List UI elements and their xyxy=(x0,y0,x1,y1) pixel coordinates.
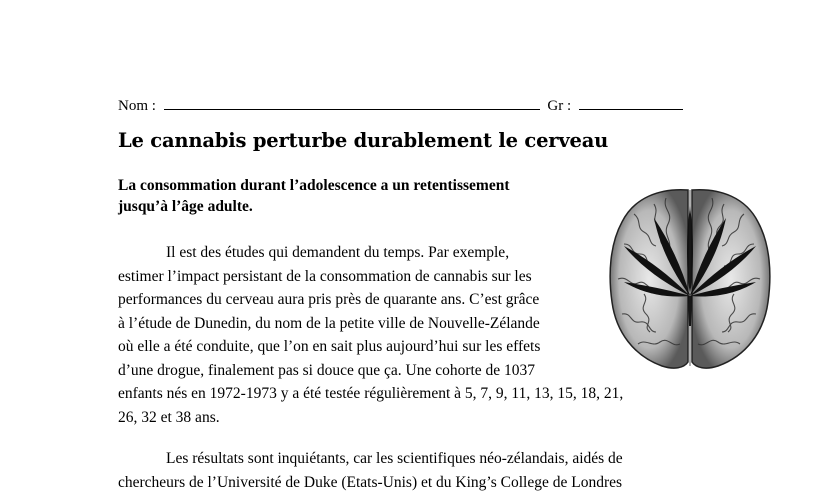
paragraph-2 xyxy=(118,447,694,494)
group-label: Gr : xyxy=(547,98,571,114)
paragraph-line: enfants nés en 1972-1973 y a été testée régulièrement à 5, 7, 9, 11, 13, 15, 18, 21, xyxy=(118,382,694,406)
name-group-line xyxy=(118,95,683,115)
name-blank-line xyxy=(164,95,540,110)
subtitle-line: jusqu’à l’âge adulte. xyxy=(118,196,578,217)
name-label: Nom : xyxy=(118,98,156,114)
paragraph-line: Il est des études qui demandent du temps. Par exemple, xyxy=(118,241,584,265)
subtitle-line: La consommation durant l’adolescence a un retentissement xyxy=(118,175,578,196)
paragraph-line: où elle a été conduite, que l’on en sait plus aujourd’hui sur les effets xyxy=(118,335,694,359)
article-title: Le cannabis perturbe durablement le cerveau xyxy=(118,128,718,154)
paragraph-line: à l’étude de Dunedin, du nom de la petite ville de Nouvelle-Zélande xyxy=(118,312,694,336)
paragraph-line: performances du cerveau aura pris près de quarante ans. C’est grâce xyxy=(118,288,694,312)
group-blank-line xyxy=(579,95,683,110)
paragraph-line: chercheurs de l’Université de Duke (Etats-Unis) et du King’s College de Londres xyxy=(118,471,694,494)
paragraph-line: Les résultats sont inquiétants, car les scientifiques néo-zélandais, aidés de xyxy=(118,447,694,471)
paragraph-line: estimer l’impact persistant de la consommation de cannabis sur les xyxy=(118,265,694,289)
paragraph-1 xyxy=(118,241,694,429)
paragraph-line: 26, 32 et 38 ans. xyxy=(118,406,694,430)
paragraph-line: d’une drogue, finalement pas si douce que ça. Une cohorte de 1037 xyxy=(118,359,694,383)
article-subtitle xyxy=(118,175,578,217)
